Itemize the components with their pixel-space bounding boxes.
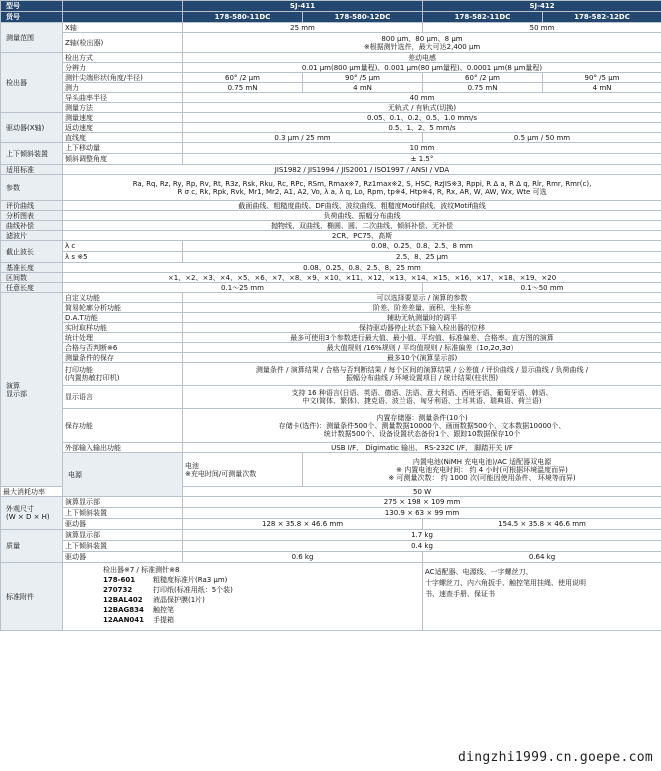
- io-value: USB I/F、 Digimatic 输出、 RS-232C I/F、 脚踏开关 I/F: [183, 443, 661, 453]
- mass-display-label: 演算显示部: [63, 530, 183, 541]
- straightness-label: 直线度: [63, 133, 183, 143]
- display-value: 最大值规则 /16%规则 / 平均值规则 / 标准偏差（1σ,2σ,3σ）: [183, 343, 661, 353]
- resolution-label: 分辨力: [63, 63, 183, 73]
- model-sj411: SJ-411: [183, 1, 423, 12]
- dims-drive-label: 驱动器: [63, 519, 183, 530]
- print-value: [183, 363, 661, 386]
- display-value: 阶差、阶差差量、面积、坐标差: [183, 303, 661, 313]
- filter: 2CR、PC75、高斯: [63, 231, 661, 241]
- print-line-1: 测量条件 / 演算结果 / 合格与否判断结果 / 每个区间的演算结果 / 公差值 / 评价曲线 / 显示曲线 / 负荷曲线 /: [255, 366, 589, 374]
- tilt-angle: ± 1.5°: [183, 154, 661, 165]
- print-line-2: 振幅分布曲线 / 环境设置项目 / 统计结果(柱状图): [345, 374, 499, 382]
- x-axis-label: X轴: [63, 23, 183, 33]
- battery-label-line-1: 电池: [185, 461, 199, 470]
- accessories-extra-line-3: 书、速查手册、保证书: [425, 590, 496, 598]
- vertical-travel: 10 mm: [183, 143, 661, 154]
- mass-cat: 质量: [1, 530, 63, 563]
- save-line-2: 存储卡(选件)：测量条件500个、测量数据10000个、画面数据500个、文本数据10000个、: [278, 421, 566, 430]
- display-cat-line-2: 显示部: [6, 389, 27, 398]
- detect-method: 差动电感: [183, 53, 661, 63]
- code-2: 178-580-12DC: [303, 12, 423, 23]
- io-label: 外部输入输出功能: [63, 443, 183, 453]
- resolution: 0.01 μm(800 μm量程)、0.001 μm(80 μm量程)、0.0001 μm(8 μm量程): [183, 63, 661, 73]
- range-cat: 测量范围: [1, 23, 63, 53]
- tilt-cat: 上下倾斜装置: [1, 143, 63, 165]
- language-line-1: 支持 16 种语言(日语、英语、德语、法语、意大利语、西班牙语、葡萄牙语、韩语、: [291, 389, 553, 397]
- display-label: 自定义功能: [63, 293, 183, 303]
- force-3: 0.75 mN: [423, 83, 543, 93]
- base-length: 0.08、0.25、0.8、2.5、8、25 mm: [63, 263, 661, 273]
- x-axis-411: 25 mm: [183, 23, 423, 33]
- accessories-list: [63, 563, 423, 631]
- mass-display: 1.7 kg: [183, 530, 661, 541]
- measure-method: 无轨式 / 有轨式(切换): [183, 103, 661, 113]
- detect-method-label: 检出方式: [63, 53, 183, 63]
- section-count: ×1、×2、×3、×4、×5、×6、×7、×8、×9、×10、×11、×12、×13、×14、×15、×16、×17、×18、×19、×20: [63, 273, 661, 283]
- code-1: 178-580-11DC: [183, 12, 303, 23]
- display-label: 测量条件的保存: [63, 353, 183, 363]
- accessory-code: 12BAL402: [103, 596, 143, 604]
- compensation: 抛物线、双曲线、椭圆、圆、二次曲线、倾斜补偿、无补偿: [63, 221, 661, 231]
- mass-tilt-label: 上下倾斜装置: [63, 541, 183, 552]
- battery-value: [303, 453, 661, 487]
- skid-radius-label: 导头曲率半径: [63, 93, 183, 103]
- max-power: 50 W: [183, 487, 661, 497]
- accessory-item: [103, 615, 420, 625]
- display-label: 合格与否判断※6: [63, 343, 183, 353]
- model-sj412: SJ-412: [423, 1, 661, 12]
- accessory-item: [103, 595, 420, 605]
- eval-curve-cat: 评价曲线: [1, 201, 63, 211]
- section-count-cat: 区间数: [1, 273, 63, 283]
- z-axis-value: [183, 33, 661, 53]
- language-line-2: 中文(简体、繁体)、捷克语、波兰语、匈牙利语、土耳其语、瑞典语、荷兰语): [302, 397, 542, 405]
- dims-cat: [1, 497, 63, 530]
- print-label-line-1: 打印功能: [65, 366, 93, 374]
- params-cat: 参数: [1, 175, 63, 201]
- mass-drive-label: 驱动器: [63, 552, 183, 563]
- lambda-s: 2.5、8、25 μm: [183, 252, 661, 263]
- accessories-cat: 标准附件: [1, 563, 63, 631]
- lambda-s-label: λ s ※5: [63, 252, 183, 263]
- accessory-code: 270732: [103, 586, 133, 594]
- display-label: 简易轮廓分析功能: [63, 303, 183, 313]
- standard-cat: 适用标准: [1, 165, 63, 175]
- battery-label-line-2: ※充电时间/可测量次数: [185, 469, 257, 478]
- accessories-head: 检出器※7 / 标准测针※8: [103, 566, 180, 574]
- display-value: 辅助无轨测量时的调平: [183, 313, 661, 323]
- z-axis-note: ※根据测针选件，最大可达2,400 μm: [363, 42, 481, 51]
- params-line-2: R σ c, Rk, Rpk, Rvk, Mr1, Mr2, A1, A2, Vo, λ a, λ q, Lo, Rpm, tp※4, Htp※4, R, Rx, AR, W, AW, Wx, Wte 可选: [177, 187, 547, 196]
- battery-label: [183, 453, 303, 487]
- return-speed-label: 返动速度: [63, 123, 183, 133]
- measure-speed-label: 测量速度: [63, 113, 183, 123]
- return-speed: 0.5、1、2、5 mm/s: [183, 123, 661, 133]
- save-line-3: 统计数据500个、设备设置状态备份1个、跟踪10数据保存10个: [323, 429, 521, 438]
- x-axis-412: 50 mm: [423, 23, 661, 33]
- accessory-name: 触控笔: [153, 606, 174, 614]
- params-line-1: Ra, Rq, Rz, Ry, Rp, Rv, Rt, R3z, Rsk, Rku, Rc, RPc, RSm, Rmax※7, Rz1max※2, S, HSC, RzJIS※3, Rppi, R Δ a, R Δ q, Rlr, Rmr, Rmr(c),: [132, 179, 592, 188]
- stylus-tip-3: 60° /2 μm: [423, 73, 543, 83]
- base-length-cat: 基准长度: [1, 263, 63, 273]
- mass-drive-412: 0.64 kg: [423, 552, 661, 563]
- print-label: [63, 363, 183, 386]
- display-cat: [1, 293, 63, 487]
- dims-label: 上下倾斜装置: [63, 508, 183, 519]
- battery-line-1: 内置电池(NiMH 充电电池)/AC 适配器双电源: [412, 457, 552, 466]
- display-value: 可以选择要显示 / 演算的参数: [183, 293, 661, 303]
- any-length-411: 0.1～25 mm: [63, 283, 423, 293]
- accessory-code: 12AAN041: [103, 616, 145, 624]
- battery-line-3: ※ 可测量次数： 约 1000 次(可能因使用条件、 环境等而异): [388, 473, 576, 482]
- battery-line-2: ※ 内置电池充电时间： 约 4 小时(可根据环境温度而异): [396, 465, 568, 474]
- mass-drive-411: 0.6 kg: [183, 552, 423, 563]
- tilt-angle-label: 倾斜调整角度: [63, 154, 183, 165]
- force-1: 0.75 mN: [183, 83, 303, 93]
- save-label: 保存功能: [63, 409, 183, 443]
- language-value: [183, 386, 661, 409]
- mass-tilt: 0.4 kg: [183, 541, 661, 552]
- cutoff-cat: 截止波长: [1, 241, 63, 263]
- lambda-c: 0.08、0.25、0.8、2.5、8 mm: [183, 241, 661, 252]
- accessory-code: 12BAG834: [103, 606, 144, 614]
- dims-cat-line-1: 外观尺寸: [6, 505, 34, 513]
- analysis: 负荷曲线、振幅分布曲线: [63, 211, 661, 221]
- dims-drive-411: 128 × 35.8 × 46.6 mm: [183, 519, 423, 530]
- dims-drive-412: 154.5 × 35.8 × 46.6 mm: [423, 519, 661, 530]
- dims-value: 275 × 198 × 109 mm: [183, 497, 661, 508]
- force-label: 测力: [63, 83, 183, 93]
- dims-label: 演算显示部: [63, 497, 183, 508]
- dims-value: 130.9 × 63 × 99 mm: [183, 508, 661, 519]
- accessory-code: 178-601: [103, 576, 136, 584]
- accessory-name: 粗糙度标准片(Ra3 μm): [153, 576, 228, 584]
- standard: JIS1982 / JIS1994 / JIS2001 / ISO1997 / ANSI / VDA: [63, 165, 661, 175]
- display-value: 最多10个(演算显示部): [183, 353, 661, 363]
- display-label: D.A.T功能: [63, 313, 183, 323]
- accessories-extra-line-1: AC适配器、电源线、一字螺丝刀、: [425, 568, 533, 576]
- z-axis-range: 800 μm、80 μm、8 μm: [381, 34, 463, 43]
- params: [63, 175, 661, 201]
- display-cat-line-1: 演算: [6, 381, 20, 390]
- any-length-cat: 任意长度: [1, 283, 63, 293]
- stylus-tip-1: 60° /2 μm: [183, 73, 303, 83]
- watermark-text: dingzhi1999.cn.goepe.com: [457, 750, 653, 765]
- measure-method-label: 测量方法: [63, 103, 183, 113]
- vertical-travel-label: 上下移动量: [63, 143, 183, 154]
- z-axis-label: Z轴(检出器): [63, 33, 183, 53]
- display-label: 统计处理: [63, 333, 183, 343]
- code-3: 178-582-11DC: [423, 12, 543, 23]
- accessory-item: [103, 575, 420, 585]
- lambda-c-label: λ c: [63, 241, 183, 252]
- straightness-412: 0.5 μm / 50 mm: [423, 133, 661, 143]
- force-4: 4 mN: [543, 83, 661, 93]
- max-power-label: 最大消耗功率: [1, 487, 63, 497]
- detector-cat: 检出器: [1, 53, 63, 113]
- code-4: 178-582-12DC: [543, 12, 661, 23]
- save-value: [183, 409, 661, 443]
- power-cat: 电源: [63, 453, 183, 497]
- display-value: 最多可使用3个参数进行最大值、最小值、平均值、标准偏差、合格率、直方图的演算: [183, 333, 661, 343]
- skid-radius: 40 mm: [183, 93, 661, 103]
- model-label: 型号: [1, 1, 63, 12]
- any-length-412: 0.1～50 mm: [423, 283, 661, 293]
- analysis-cat: 分析图表: [1, 211, 63, 221]
- accessories-extra: [423, 563, 661, 631]
- dims-cat-line-2: (W × D × H): [6, 513, 50, 521]
- print-label-line-2: (内置热敏打印机): [65, 374, 120, 382]
- compensation-cat: 曲线补偿: [1, 221, 63, 231]
- force-2: 4 mN: [303, 83, 423, 93]
- stylus-tip-label: 测针尖端形状(角度/半径): [63, 73, 183, 83]
- stylus-tip-4: 90° /5 μm: [543, 73, 661, 83]
- filter-cat: 滤波片: [1, 231, 63, 241]
- eval-curve: 截面曲线、粗糙度曲线、DF曲线、波纹曲线、粗糙度Motif曲线、波纹Motif曲线: [63, 201, 661, 211]
- display-label: 实时取样功能: [63, 323, 183, 333]
- save-line-1: 内置存储器：测量条件(10个): [376, 413, 468, 422]
- accessories-extra-line-2: 十字螺丝刀、内六角扳手、触控笔用挂绳、使用说明: [425, 579, 587, 587]
- straightness-411: 0.3 μm / 25 mm: [183, 133, 423, 143]
- accessory-name: 打印纸(标准用纸：5个装): [153, 586, 233, 594]
- drive-cat: 驱动器(X轴): [1, 113, 63, 143]
- code-label: 货号: [1, 12, 63, 23]
- accessory-name: 手提箱: [153, 616, 174, 624]
- measure-speed: 0.05、0.1、0.2、0.5、1.0 mm/s: [183, 113, 661, 123]
- stylus-tip-2: 90° /5 μm: [303, 73, 423, 83]
- display-value: 保持驱动器停止状态下输入检出器的位移: [183, 323, 661, 333]
- language-label: 显示语言: [63, 386, 183, 409]
- accessory-item: [103, 585, 420, 595]
- accessory-name: 液晶保护膜(1片): [153, 596, 205, 604]
- accessory-item: [103, 605, 420, 615]
